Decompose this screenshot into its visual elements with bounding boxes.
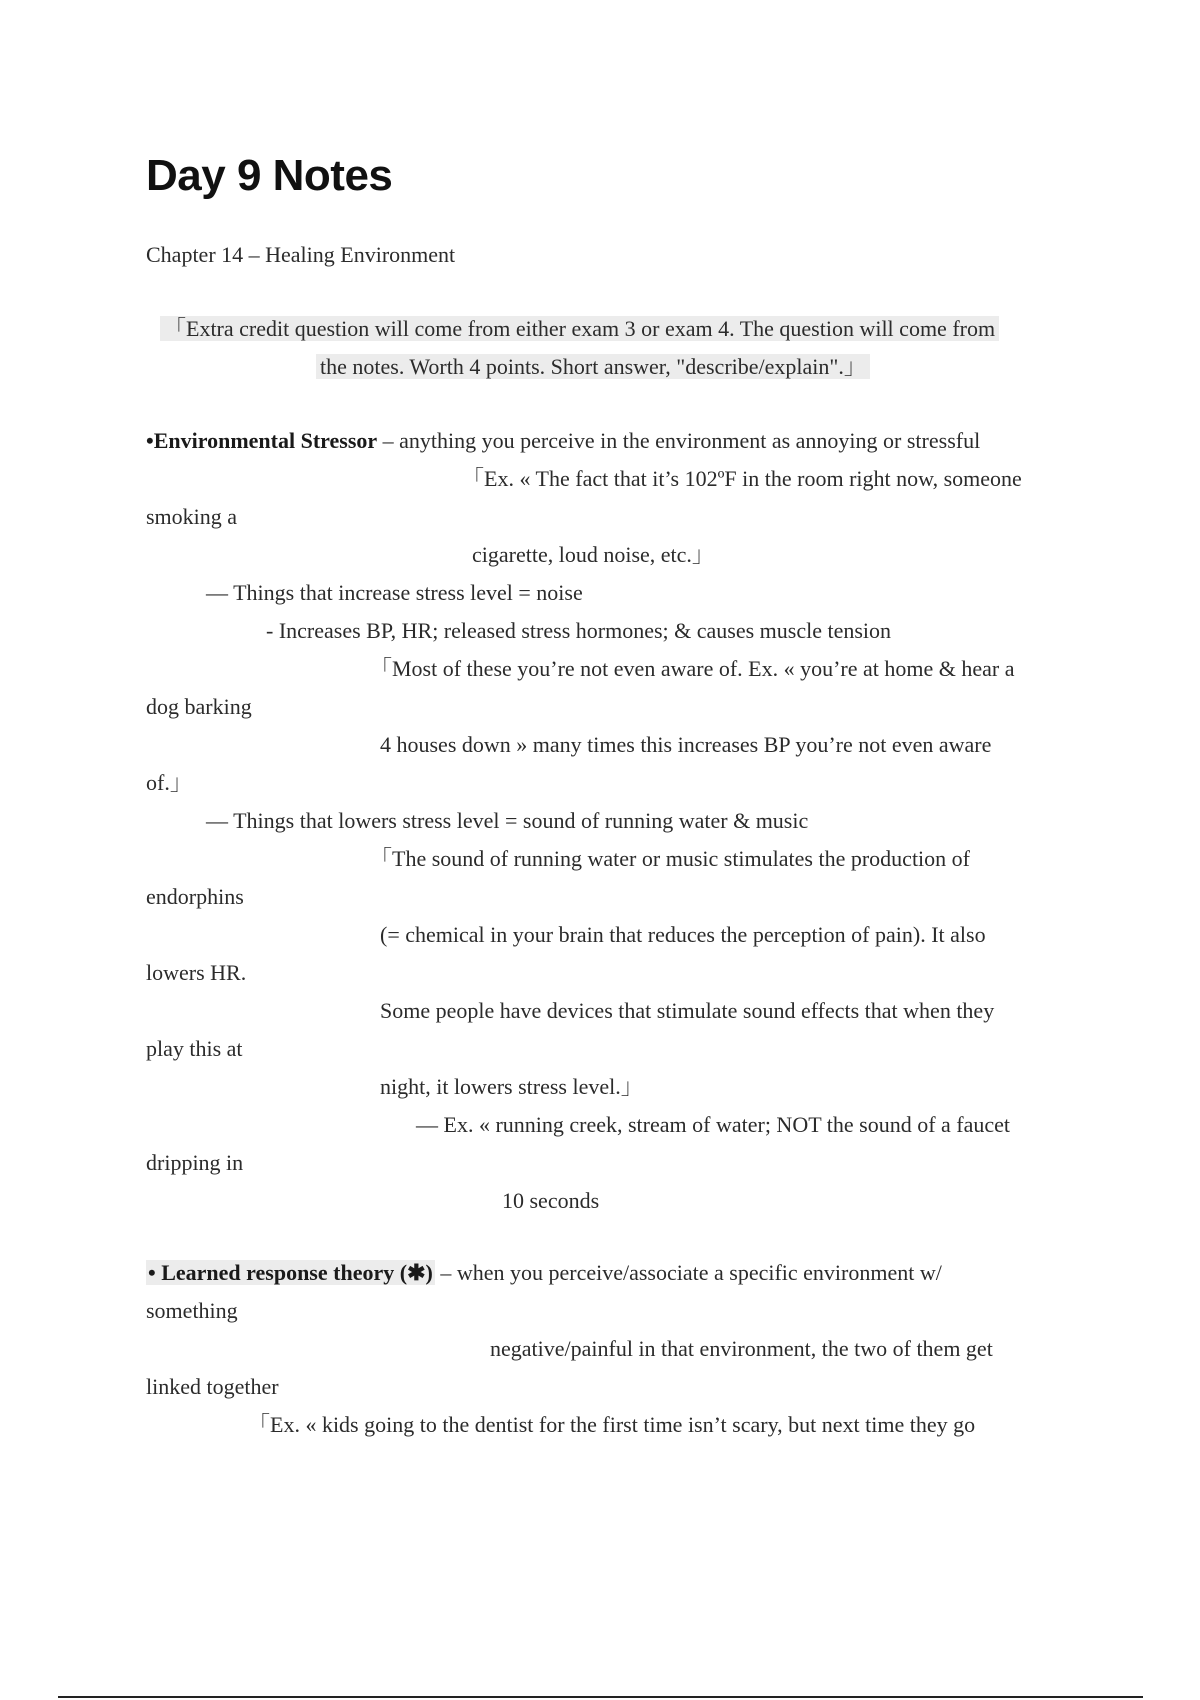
lower-line-2: endorphins [146,884,244,909]
env-example-line-1: 「Ex. « The fact that it’s 102ºF in the room right now, someone [462,466,1022,491]
lower-line-3: (= chemical in your brain that reduces the perception of pain). It also [380,922,986,947]
learned-response-term-text: • Learned response theory ( [148,1260,408,1285]
chapter-subtitle: Chapter 14 – Healing Environment [146,242,456,267]
lower-example-line-1: — Ex. « running creek, stream of water; NOT the sound of a faucet [416,1112,1011,1137]
increase-stress-item: — Things that increase stress level = noise [206,580,583,605]
aware-line-3: 4 houses down » many times this increases BP you’re not even aware [380,732,992,757]
asterisk-icon: ✱ [407,1260,426,1285]
learned-response-heading [146,1258,942,1288]
aware-line-1: 「Most of these you’re not even aware of. Ex. « you’re at home & hear a [370,656,1015,681]
callout-line-2 [316,352,870,382]
lower-example-line-3: 10 seconds [502,1188,600,1213]
env-stressor-definition: – anything you perceive in the environment as annoying or stressful [377,428,981,453]
lower-line-4: lowers HR. [146,960,247,985]
lower-stress-item: — Things that lowers stress level = sound of running water & music [206,808,809,833]
aware-line-2: dog barking [146,694,252,719]
learned-response-definition: – when you perceive/associate a specific environment w/ [434,1260,942,1285]
env-example-line-3: cigarette, loud noise, etc.」 [472,542,714,567]
aware-line-4: of.」 [146,770,192,795]
page-title: Day 9 Notes [146,151,393,200]
learned-line-5: 「Ex. « kids going to the dentist for the first time isn’t scary, but next time they go [248,1412,976,1437]
footer-divider [58,1696,1143,1698]
callout-highlight-1: 「Extra credit question will come from either exam 3 or exam 4. The question will come from [160,316,999,341]
env-example-line-2: smoking a [146,504,238,529]
lower-line-5: Some people have devices that stimulate sound effects that when they [380,998,995,1023]
lower-line-1: 「The sound of running water or music stimulates the production of [370,846,970,871]
learned-response-term-close: ) [425,1260,433,1285]
lower-line-6: play this at [146,1036,243,1061]
callout-highlight-2: the notes. Worth 4 points. Short answer, "describe/explain".」 [316,354,870,379]
increase-effects-item: - Increases BP, HR; released stress hormones; & causes muscle tension [266,618,892,643]
lower-example-line-2: dripping in [146,1150,244,1175]
env-stressor-heading [146,426,980,456]
learned-line-4: linked together [146,1374,279,1399]
learned-response-term [146,1260,435,1285]
learned-line-3: negative/painful in that environment, the two of them get [490,1336,993,1361]
callout-line-1 [160,314,999,344]
env-stressor-term: •Environmental Stressor [146,428,378,453]
lower-line-7: night, it lowers stress level.」 [380,1074,643,1099]
learned-line-2: something [146,1298,238,1323]
